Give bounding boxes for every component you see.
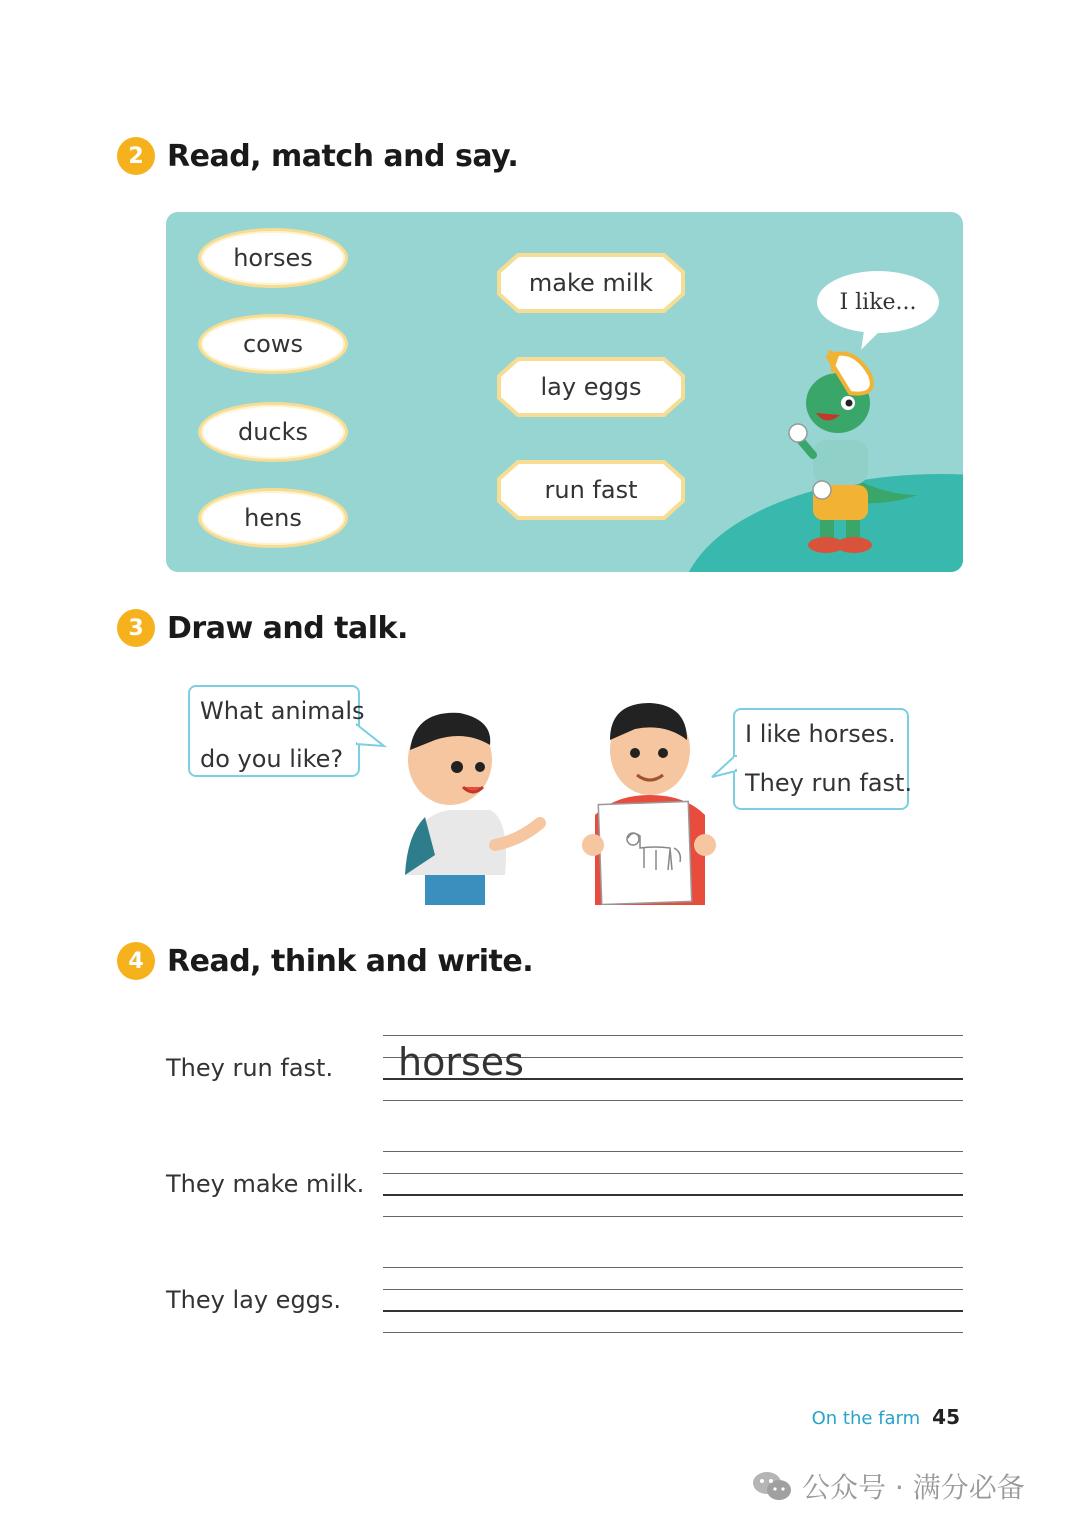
- animal-oval-hens[interactable]: hens: [198, 488, 348, 548]
- section-number-badge: 3: [117, 609, 155, 647]
- animal-oval-ducks[interactable]: ducks: [198, 402, 348, 462]
- page-number: 45: [932, 1405, 960, 1429]
- bubble-tail: [356, 722, 388, 750]
- task-prompt: They make milk.: [166, 1170, 365, 1198]
- wechat-icon: [752, 1469, 792, 1503]
- boy-with-horse-drawing-illustration: [575, 695, 725, 905]
- chapter-title: On the farm: [811, 1408, 921, 1429]
- action-box-make-milk[interactable]: [496, 252, 686, 314]
- action-box-lay-eggs[interactable]: [496, 356, 686, 418]
- animal-oval-cows[interactable]: cows: [198, 314, 348, 374]
- animal-oval-horses[interactable]: horses: [198, 228, 348, 288]
- action-label: run fast: [544, 476, 638, 504]
- speech-line: They run fast.: [745, 769, 913, 797]
- section-3-heading: [117, 609, 408, 647]
- page-footer: [812, 1405, 960, 1429]
- handwritten-answer: horses: [398, 1040, 524, 1084]
- watermark-text: 公众号 · 满分必备: [802, 1471, 1025, 1504]
- boy-talking-illustration: [395, 705, 555, 905]
- speech-line: I like horses.: [745, 720, 896, 748]
- task-prompt: They run fast.: [166, 1054, 334, 1082]
- section-number-badge: 2: [117, 137, 155, 175]
- mascot-speech-bubble: I like...: [817, 271, 939, 333]
- action-label: make milk: [528, 269, 654, 297]
- dinosaur-mascot-illustration: [788, 345, 923, 560]
- action-box-run-fast[interactable]: [496, 459, 686, 521]
- boy2-speech-bubble: [733, 708, 913, 810]
- boy1-speech-bubble: [188, 685, 365, 777]
- speech-line: do you like?: [200, 745, 344, 773]
- section-title: Read, match and say.: [167, 138, 519, 174]
- section-title: Read, think and write.: [167, 943, 534, 979]
- speech-line: What animals: [200, 697, 365, 725]
- section-number-badge: 4: [117, 942, 155, 980]
- section-2-heading: [117, 137, 518, 175]
- section-title: Draw and talk.: [167, 610, 408, 646]
- watermark: [752, 1466, 1025, 1506]
- bubble-tail: [710, 755, 738, 783]
- action-label: lay eggs: [540, 373, 642, 401]
- task-prompt: They lay eggs.: [166, 1286, 342, 1314]
- section-4-heading: [117, 942, 533, 980]
